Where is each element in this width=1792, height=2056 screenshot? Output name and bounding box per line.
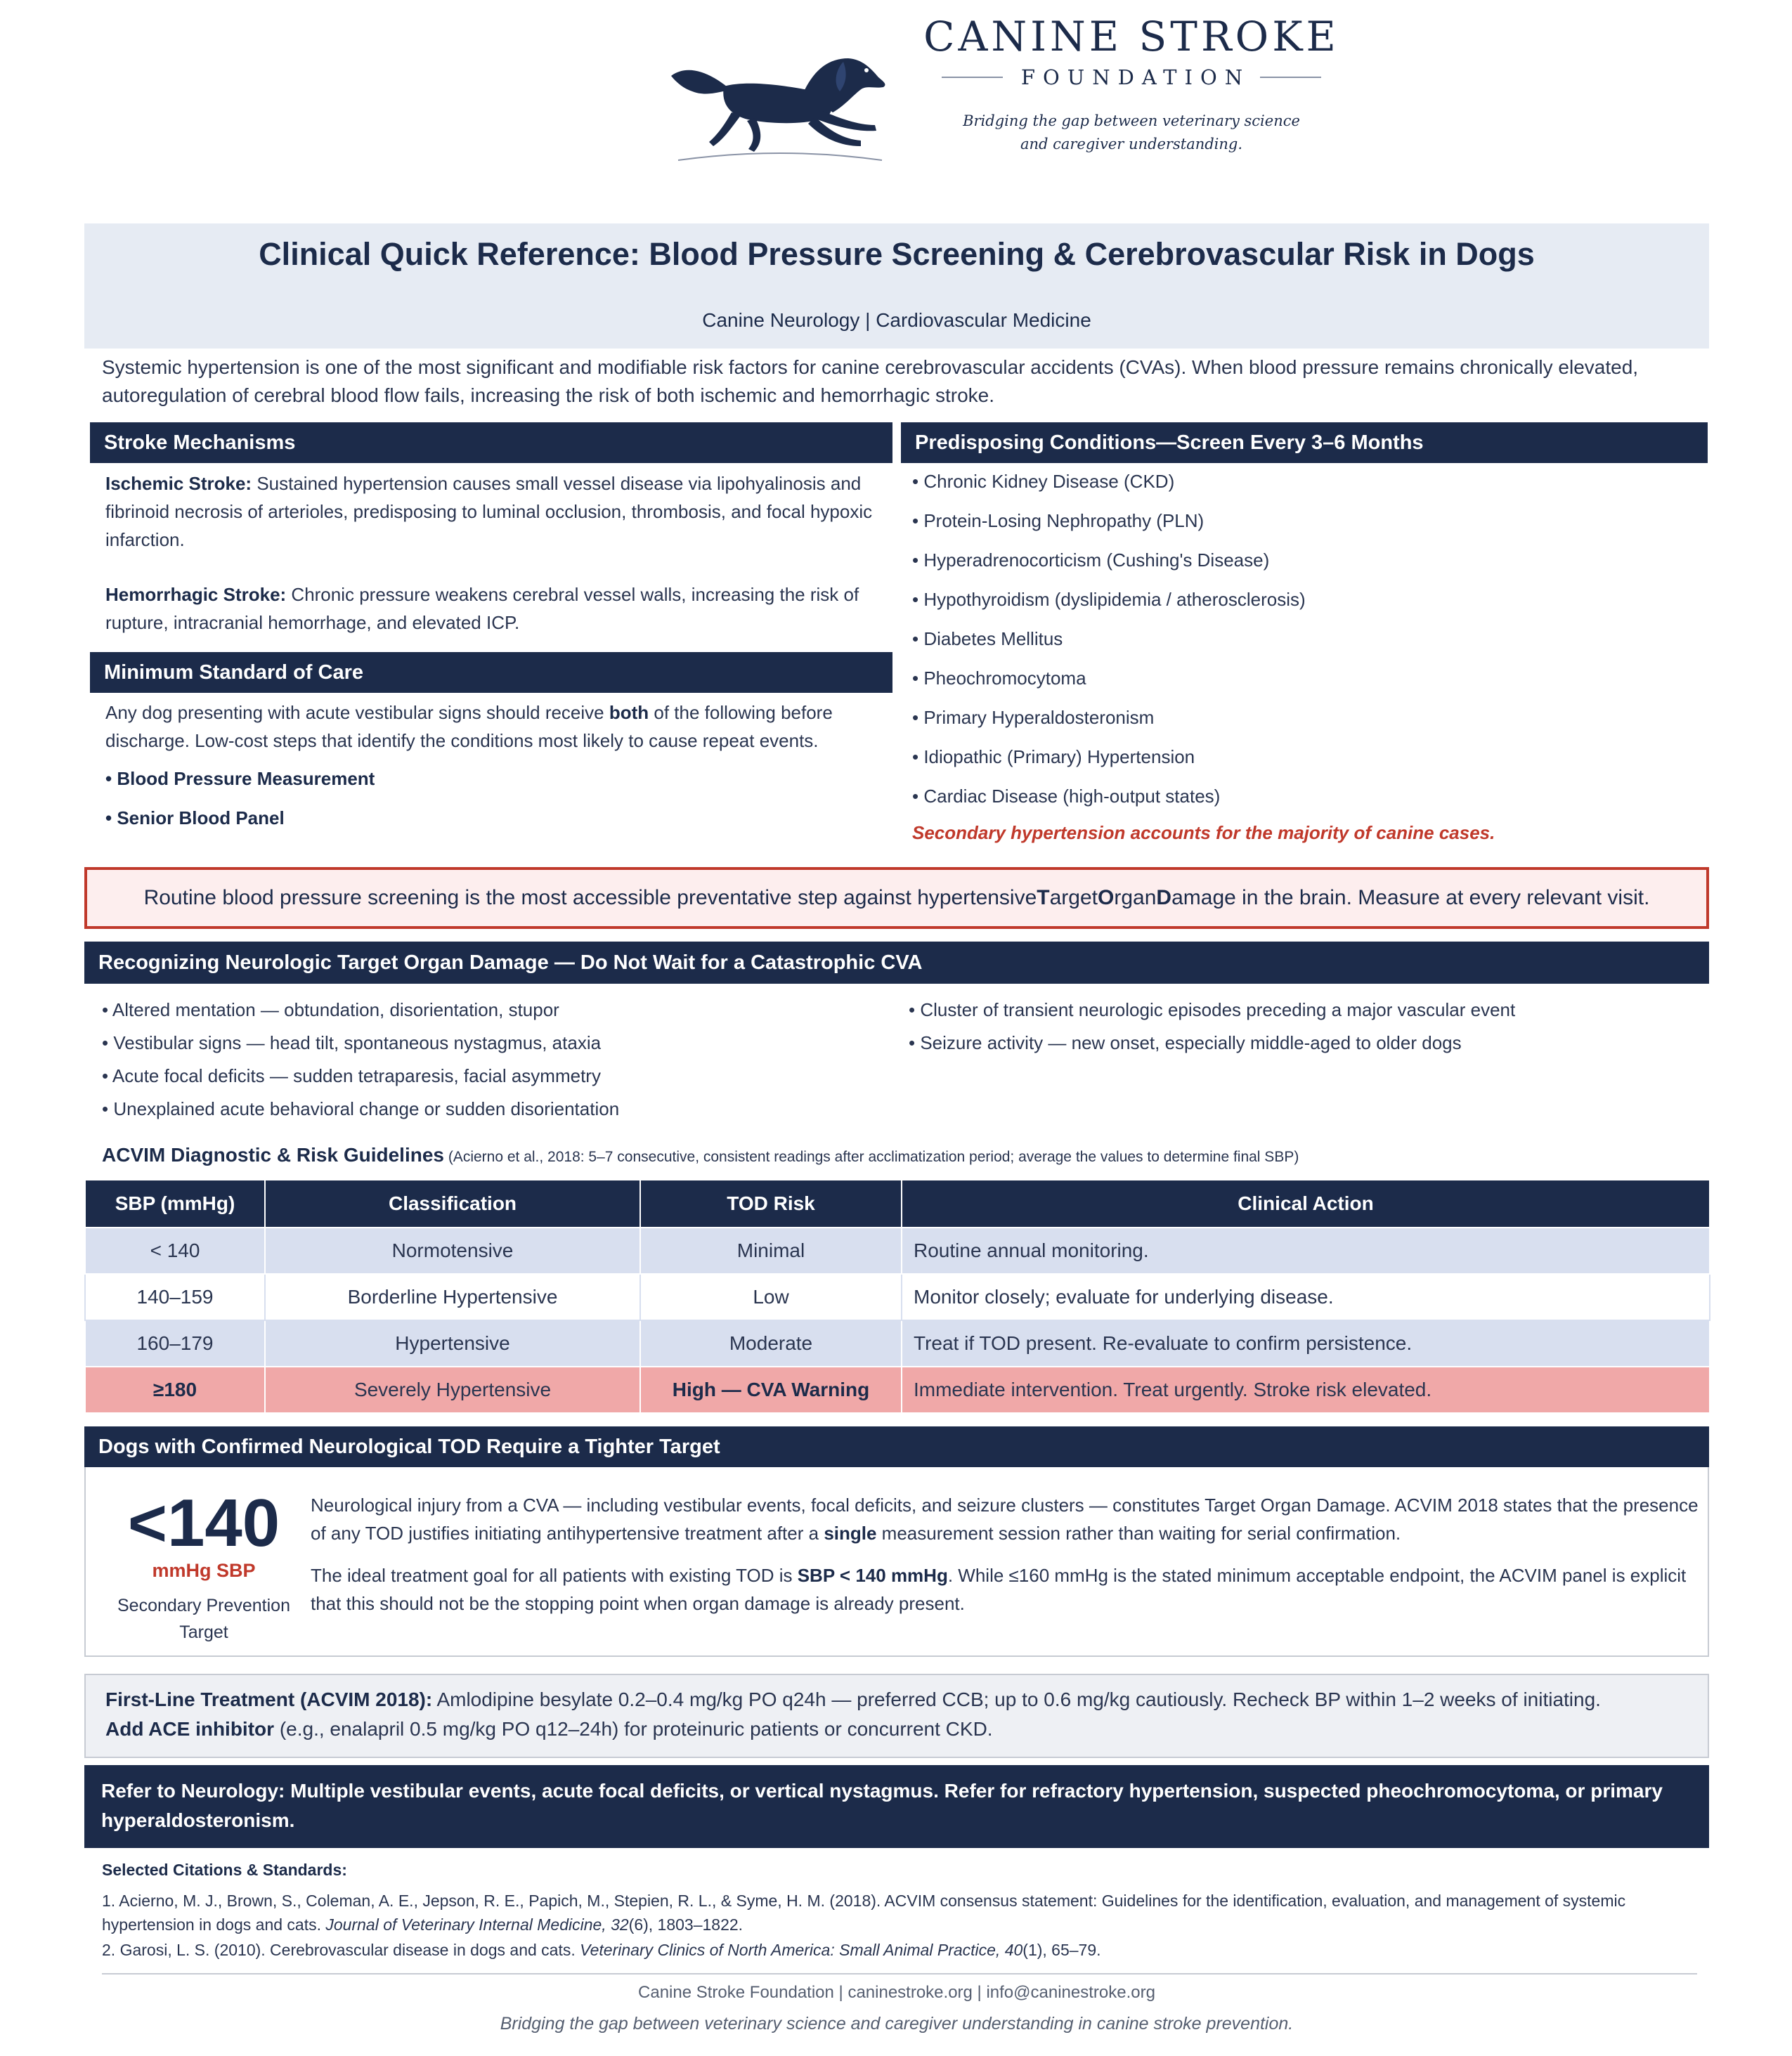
citation-2-journal: Veterinary Clinics of North America: Small Animal Practice, 40 (580, 1941, 1023, 1959)
ischemic-stroke-desc: Sustained hypertension causes small vessel disease via lipohyalinosis and fibrinoid necrosis of arterioles, predisposing to luminal occlusion, thrombosis, and focal hypoxic infarction. (105, 473, 873, 550)
list-item: • Cardiac Disease (high-output states) (912, 786, 1221, 807)
screening-callout (84, 867, 1709, 929)
tighter-target-heading: Dogs with Confirmed Neurological TOD Require a Tighter Target (84, 1426, 1709, 1467)
target-p1-bold: single (824, 1523, 877, 1544)
citation-1 (102, 1889, 1697, 1937)
bp-guidelines-table (84, 1180, 1710, 1414)
care-text-bold: both (609, 702, 649, 723)
footer-contact: Canine Stroke Foundation | caninestroke.org | info@caninestroke.org (638, 1983, 1155, 2002)
list-item: • Cluster of transient neurologic episodes preceding a major vascular event (909, 999, 1516, 1020)
citation-1-journal: Journal of Veterinary Internal Medicine, 32 (325, 1915, 629, 1934)
table-cell: < 140 (85, 1228, 265, 1274)
table-cell: Monitor closely; evaluate for underlying disease. (902, 1274, 1710, 1320)
brand-divider-right (1260, 77, 1321, 78)
list-item: • Unexplained acute behavioral change or sudden disorientation (102, 1098, 620, 1119)
target-paragraph-1 (311, 1491, 1702, 1547)
table-cell: Moderate (640, 1320, 902, 1367)
target-caption-line-2: Target (179, 1622, 228, 1642)
table-cell: Routine annual monitoring. (902, 1228, 1710, 1274)
guidelines-note: (Acierno et al., 2018: 5–7 consecutive, consistent readings after acclimatization period; average the values to determine final SBP) (443, 1149, 1299, 1165)
brand-tagline (921, 110, 1342, 156)
citation-2 (102, 1938, 1697, 1962)
table-cell: Severely Hypertensive (265, 1367, 640, 1413)
standard-of-care-text (105, 698, 892, 755)
table-cell: ≥180 (85, 1367, 265, 1413)
table-cell: Low (640, 1274, 902, 1320)
footer-tagline: Bridging the gap between veterinary science and caregiver understanding in canine stroke prevention. (500, 2014, 1294, 2034)
target-p1-b: measurement session rather than waiting for serial confirmation. (876, 1523, 1401, 1544)
citation-2-a: 2. Garosi, L. S. (2010). Cerebrovascular disease in dogs and cats. (102, 1941, 580, 1959)
brand-name: CANINE STROKE (923, 13, 1339, 60)
table-cell: High — CVA Warning (640, 1367, 902, 1413)
brand-divider-left (942, 77, 1003, 78)
stroke-mechanisms-heading: Stroke Mechanisms (90, 422, 892, 463)
guidelines-title (102, 1144, 1299, 1166)
ischemic-stroke-label: Ischemic Stroke: (105, 473, 252, 494)
treatment-label-1: First-Line Treatment (ACVIM 2018): (105, 1689, 433, 1710)
list-item: • Protein-Losing Nephropathy (PLN) (912, 510, 1205, 531)
table-cell: Hypertensive (265, 1320, 640, 1367)
callout-t: T (1037, 886, 1050, 909)
table-row-severe (85, 1367, 1710, 1413)
hemorrhagic-stroke-label: Hemorrhagic Stroke: (105, 584, 287, 605)
list-item: • Chronic Kidney Disease (CKD) (912, 471, 1175, 492)
care-text-2: of the following before discharge. Low-cost steps that identify the conditions most likely to cause repeat events. (105, 702, 833, 751)
predisposing-conditions-heading: Predisposing Conditions—Screen Every 3–6 Months (901, 422, 1708, 463)
page-title: Clinical Quick Reference: Blood Pressure Screening & Cerebrovascular Risk in Dogs (259, 236, 1535, 272)
care-text-1: Any dog presenting with acute vestibular signs should receive (105, 702, 609, 723)
callout-d: D (1156, 886, 1172, 909)
callout-text-4: amage in the brain. Measure at every relevant visit. (1171, 886, 1650, 909)
callout-text-2: arget (1049, 886, 1098, 909)
list-item: • Diabetes Mellitus (912, 628, 1063, 649)
list-item: • Vestibular signs — head tilt, spontaneous nystagmus, ataxia (102, 1032, 602, 1053)
brand-tagline-line-1: Bridging the gap between veterinary science (963, 112, 1300, 129)
list-item: • Seizure activity — new onset, especially middle-aged to older dogs (909, 1032, 1462, 1053)
target-value: <140 (127, 1485, 280, 1561)
table-cell: 160–179 (85, 1320, 265, 1367)
table-cell: 140–159 (85, 1274, 265, 1320)
table-cell: Minimal (640, 1228, 902, 1274)
target-caption (98, 1592, 309, 1646)
citation-2-b: (1), 65–79. (1022, 1941, 1101, 1959)
list-item: • Acute focal deficits — sudden tetraparesis, facial asymmetry (102, 1065, 601, 1086)
table-header-cell: SBP (mmHg) (85, 1180, 265, 1228)
treatment-label-2: Add ACE inhibitor (105, 1718, 275, 1740)
table-cell: Normotensive (265, 1228, 640, 1274)
table-row (85, 1274, 1710, 1320)
target-paragraph-2 (311, 1561, 1702, 1618)
table-cell: Immediate intervention. Treat urgently. Stroke risk elevated. (902, 1367, 1710, 1413)
callout-text-3: rgan (1114, 886, 1157, 909)
list-item: • Idiopathic (Primary) Hypertension (912, 746, 1195, 767)
table-header-row (85, 1180, 1710, 1228)
target-p1-a: Neurological injury from a CVA — including vestibular events, focal deficits, and seizure clusters — constitutes Target Organ Damage. ACVIM 2018 states that the presence of any TOD justifies initiating antihypertensive treatment after a (311, 1495, 1699, 1544)
target-caption-line-1: Secondary Prevention (117, 1596, 290, 1615)
care-item-blood-pressure: • Blood Pressure Measurement (105, 768, 375, 789)
table-cell: Borderline Hypertensive (265, 1274, 640, 1320)
running-dog-logo (664, 48, 896, 167)
secondary-hypertension-note: Secondary hypertension accounts for the majority of canine cases. (912, 822, 1495, 843)
callout-text-1: Routine blood pressure screening is the most accessible preventative step against hypertensive (143, 886, 1037, 909)
guidelines-title-text: ACVIM Diagnostic & Risk Guidelines (102, 1144, 444, 1166)
brand-tagline-line-2: and caregiver understanding. (1020, 136, 1243, 152)
table-cell: Treat if TOD present. Re-evaluate to confirm persistence. (902, 1320, 1710, 1367)
predisposing-conditions-list (912, 471, 1699, 808)
brand-sub-row (942, 63, 1321, 91)
treatment-line-2 (105, 1715, 1708, 1744)
target-p2-b: . While ≤160 mmHg is the stated minimum acceptable endpoint, the ACVIM panel is explicit that this should not be the stopping point when organ damage is already present. (311, 1565, 1687, 1614)
hemorrhagic-stroke-desc: Chronic pressure weakens cerebral vessel walls, increasing the risk of rupture, intracranial hemorrhage, and elevated ICP. (105, 584, 859, 633)
first-line-treatment-box (84, 1674, 1709, 1758)
list-item: • Altered mentation — obtundation, disorientation, stupor (102, 999, 559, 1020)
target-p2-a: The ideal treatment goal for all patients with existing TOD is (311, 1565, 798, 1586)
tod-signs-list (102, 999, 1697, 1133)
brand-sub: FOUNDATION (1020, 65, 1251, 89)
list-item: • Hypothyroidism (dyslipidemia / atherosclerosis) (912, 589, 1306, 610)
ischemic-stroke-text (105, 469, 892, 554)
treatment-text-1: Amlodipine besylate 0.2–0.4 mg/kg PO q24h — preferred CCB; up to 0.6 mg/kg cautiously. Recheck BP within 1–2 weeks of initiating. (432, 1689, 1601, 1710)
footer-divider (102, 1973, 1697, 1974)
treatment-text-2: (e.g., enalapril 0.5 mg/kg PO q12–24h) for proteinuric patients or concurrent CKD. (274, 1718, 993, 1740)
table-header-cell: TOD Risk (640, 1180, 902, 1228)
citations-heading: Selected Citations & Standards: (102, 1861, 347, 1879)
table-header-cell: Clinical Action (902, 1180, 1710, 1228)
citation-1-a: 1. Acierno, M. J., Brown, S., Coleman, A. E., Jepson, R. E., Papich, M., Stepien, R. L., & Syme, H. M. (2018). ACVIM consensus statement: Guidelines for the identification, evaluation, and management of systemic hypertension in dogs and cats. (102, 1892, 1626, 1934)
standard-of-care-heading: Minimum Standard of Care (90, 652, 892, 693)
list-item: • Hyperadrenocorticism (Cushing's Disease) (912, 549, 1270, 571)
table-row (85, 1320, 1710, 1367)
treatment-line-1 (105, 1685, 1708, 1715)
list-item: • Primary Hyperaldosteronism (912, 707, 1155, 728)
hemorrhagic-stroke-text (105, 580, 892, 637)
page-subtitle: Canine Neurology | Cardiovascular Medicine (702, 309, 1091, 331)
tod-recognition-heading: Recognizing Neurologic Target Organ Damage — Do Not Wait for a Catastrophic CVA (84, 942, 1709, 984)
intro-paragraph: Systemic hypertension is one of the most significant and modifiable risk factors for canine cerebrovascular accidents (CVAs). When blood pressure remains chronically elevated, autoregulation of cerebral blood flow fails, increasing the risk of both ischemic and hemorrhagic stroke. (102, 356, 1639, 406)
callout-o: O (1098, 886, 1115, 909)
citation-1-b: (6), 1803–1822. (628, 1915, 744, 1934)
refer-to-neurology-box: Refer to Neurology: Multiple vestibular events, acute focal deficits, or vertical nystagmus. Refer for refractory hypertension, suspected pheochromocytoma, or primary hyperaldosteronism. (84, 1765, 1709, 1848)
target-p2-bold: SBP < 140 mmHg (797, 1565, 948, 1586)
target-unit: mmHg SBP (152, 1560, 256, 1581)
table-header-cell: Classification (265, 1180, 640, 1228)
table-row (85, 1228, 1710, 1274)
care-item-blood-panel: • Senior Blood Panel (105, 807, 285, 828)
list-item: • Pheochromocytoma (912, 668, 1086, 689)
